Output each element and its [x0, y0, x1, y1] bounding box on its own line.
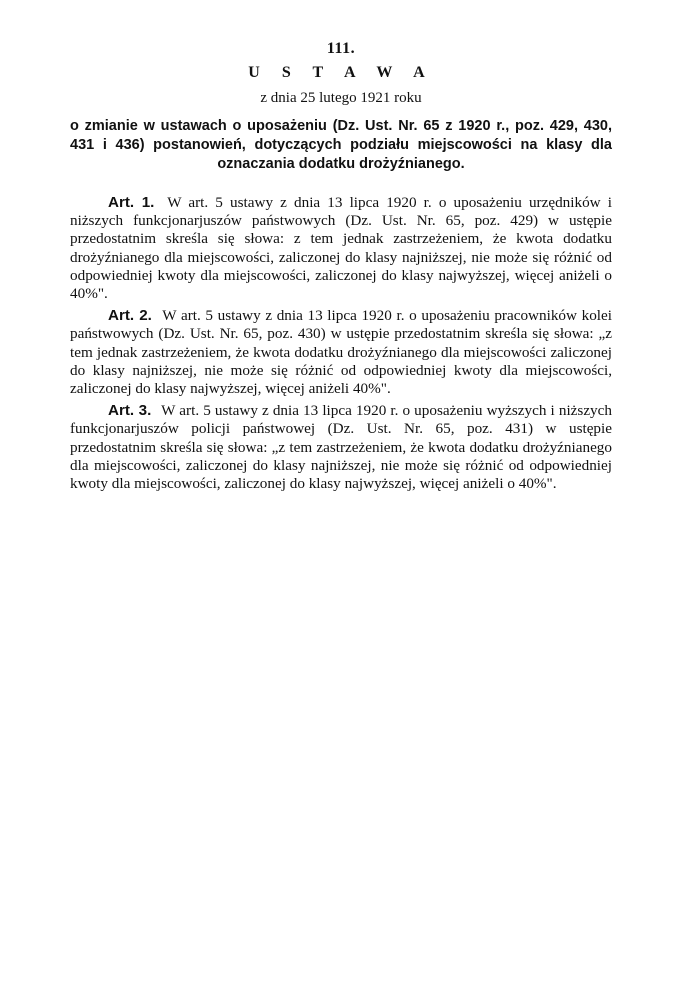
article-3 [70, 402, 612, 493]
document-page [70, 40, 612, 497]
document-type: U S T A W A [248, 64, 434, 81]
article-2-text: W art. 5 ustawy z dnia 13 lipca 1920 r. o uposażeniu pracowników kolei państwowych (Dz. Ust. Nr. 65, poz. 430) w ustępie przedostatnim skreśla się słowa: „z tem jednak zastrzeżeniem, że kwota dodatku drożyźnianego dla miejscowości zaliczonej do klasy najniższej, nie może się różnić od odpowiedniej kwoty dla miejscowości, zaliczonej do klasy najwyższej, więcej aniżeli 40%". [70, 307, 612, 398]
document-date: z dnia 25 lutego 1921 roku [260, 90, 422, 106]
article-2 [70, 307, 612, 398]
article-2-label: Art. 2. [108, 307, 152, 325]
article-3-text: W art. 5 ustawy z dnia 13 lipca 1920 r. o uposażeniu wyższych i niższych funkcjonarjuszów policji państwowej (Dz. Ust. Nr. 65, poz. 431) w ustępie przedostatnim skreśla się słowa: „z tem zastrzeżeniem, że kwota dodatku drożyźnianego dla miejscowości, zaliczonej do klasy najniższej, nie może się różnić od odpowiedniej kwoty dla miejscowości, zaliczonej do klasy najwyższej, więcej aniżeli o 40%". [70, 402, 612, 493]
article-1-text: W art. 5 ustawy z dnia 13 lipca 1920 r. o uposażeniu urzędników i niższych funkcjonarjuszów państwowych (Dz. Ust. Nr. 65, poz. 429) w ustępie przedostatnim skreśla się słowa: z tem jednak zastrzeżeniem, że kwota dodatku drożyźnianego dla miejscowości, zaliczonej do klasy najniższej, nie może się różnić od odpowiedniej kwoty dla miejscowości, zaliczonej do klasy najwyższej, więcej aniżeli o 40%". [70, 194, 612, 303]
article-1-label: Art. 1. [108, 194, 155, 211]
article-1 [70, 194, 612, 303]
article-3-label: Art. 3. [108, 402, 152, 420]
document-number: 111. [326, 40, 356, 57]
document-title: o zmianie w ustawach o uposażeniu (Dz. Ust. Nr. 65 z 1920 r., poz. 429, 430, 431 i 436) postanowień, dotyczących podziału miejscowości na klasy dla oznaczania dodatku drożyźnianego. [70, 118, 612, 172]
